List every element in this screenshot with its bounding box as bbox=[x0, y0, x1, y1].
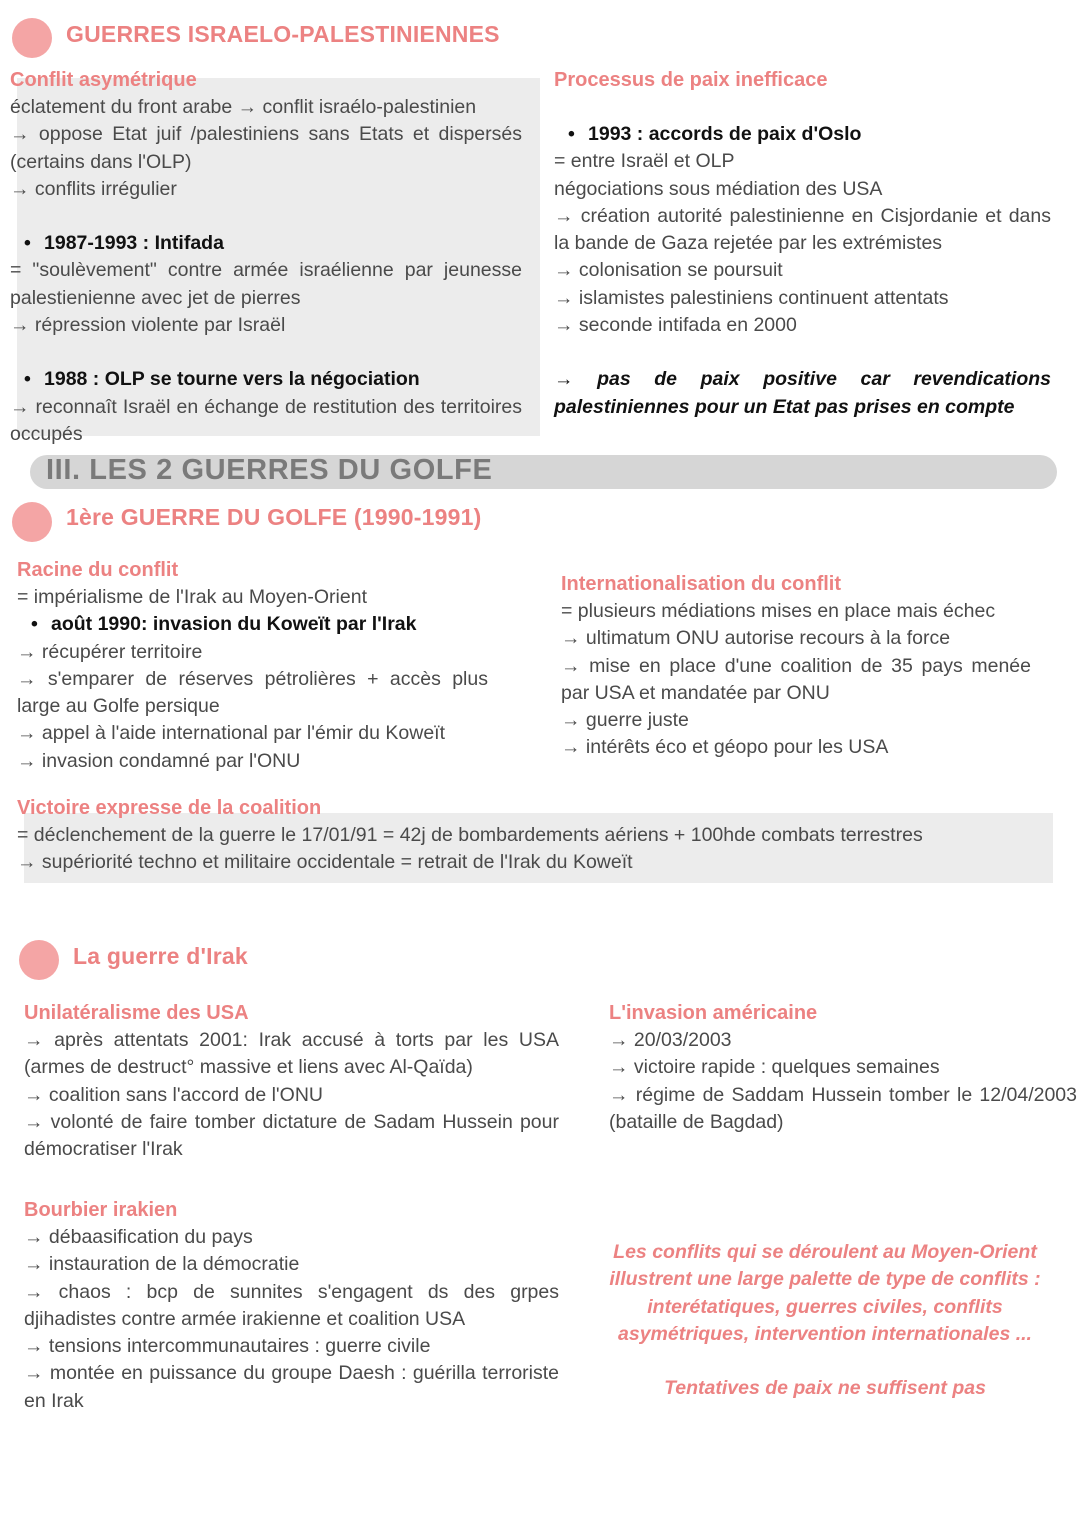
conclusion-tentatives: Tentatives de paix ne suffisent pas bbox=[664, 1377, 986, 1400]
block-internationalisation bbox=[561, 571, 1031, 762]
text-line: → création autorité palestinienne en Cisjordanie et dans la bande de Gaza rejetée par les extrémistes bbox=[554, 204, 1051, 255]
text-line: → instauration de la démocratie bbox=[24, 1253, 300, 1276]
heading-bourbier: Bourbier irakien bbox=[24, 1199, 178, 1221]
bullet-olp-negociation: • 1988 : OLP se tourne vers la négociation bbox=[10, 366, 522, 393]
text-line: → répression violente par Israël bbox=[10, 314, 286, 337]
block-unilateralisme bbox=[24, 1000, 559, 1163]
text-line: → chaos : bcp de sunnites s'engagent ds des grpes djihadistes contre armée irakienne et coalition USA bbox=[24, 1280, 559, 1330]
text-line: → invasion condamné par l'ONU bbox=[17, 749, 301, 772]
block-invasion-americaine bbox=[609, 1000, 1077, 1136]
block-victoire bbox=[17, 795, 1053, 877]
text-line: → s'emparer de réserves pétrolières + accès plus large au Golfe persique bbox=[17, 667, 488, 718]
section-title-guerres-golfe: III. LES 2 GUERRES DU GOLFE bbox=[46, 454, 493, 486]
text-line: → après attentats 2001: Irak accusé à torts par les USA (armes de destruct° massive et liens avec Al-Qaïda) bbox=[24, 1029, 559, 1079]
section-title-golfe1: 1ère GUERRE DU GOLFE (1990-1991) bbox=[66, 504, 482, 530]
bullet-intifada: • 1987-1993 : Intifada bbox=[10, 230, 522, 257]
text-line: → oppose Etat juif /palestiniens sans Etats et dispersés (certains dans l'OLP) bbox=[10, 123, 522, 173]
text-line: = plusieurs médiations mises en place mais échec bbox=[561, 600, 996, 622]
text-line: → débaasification du pays bbox=[24, 1226, 253, 1248]
text-line: → islamistes palestiniens continuent attentats bbox=[554, 286, 949, 309]
heading-conflit-asymetrique: Conflit asymétrique bbox=[10, 69, 197, 91]
text-line: → ultimatum ONU autorise recours à la force bbox=[561, 627, 951, 650]
conclusion-paix: → pas de paix positive car revendications palestiniennes pour un Etat pas prises en compte bbox=[554, 368, 1051, 418]
text-line: → volonté de faire tomber dictature de Sadam Hussein pour démocratiser l'Irak bbox=[24, 1110, 559, 1161]
text-line: → récupérer territoire bbox=[17, 640, 203, 663]
text-line: négociations sous médiation des USA bbox=[554, 177, 883, 200]
heading-invasion-americaine: L'invasion américaine bbox=[609, 1002, 818, 1024]
section-title-israelo-palestiniennes: GUERRES ISRAELO-PALESTINIENNES bbox=[66, 21, 500, 47]
heading-unilateralisme: Unilatéralisme des USA bbox=[24, 1002, 249, 1024]
title-dot-icon bbox=[12, 502, 52, 542]
text-line: → appel à l'aide international par l'émir du Koweït bbox=[17, 722, 446, 745]
block-bourbier bbox=[24, 1197, 559, 1415]
text-line: → victoire rapide : quelques semaines bbox=[609, 1056, 940, 1079]
block-racine-conflit bbox=[17, 557, 488, 775]
title-dot-icon bbox=[19, 940, 59, 980]
text-line: → mise en place d'une coalition de 35 pays menée par USA et mandatée par ONU bbox=[561, 654, 1031, 704]
text-line: → guerre juste bbox=[561, 709, 689, 732]
text-line: → conflits irrégulier bbox=[10, 177, 177, 200]
conclusion-text: Les conflits qui se déroulent au Moyen-Orient illustrent une large palette de type de conflits : interétatiques, guerres civiles, conflits asymétriques, intervention internationales ... bbox=[609, 1241, 1041, 1345]
text-line: éclatement du front arabe → conflit israélo-palestinien bbox=[10, 96, 477, 118]
text-line: → colonisation se poursuit bbox=[554, 259, 783, 282]
bullet-invasion-koweit: • août 1990: invasion du Koweït par l'Irak bbox=[17, 611, 488, 638]
text-line: → seconde intifada en 2000 bbox=[554, 314, 797, 337]
block-conflit-asymetrique bbox=[10, 67, 522, 448]
block-processus-paix bbox=[554, 67, 1051, 421]
conclusion-moyen-orient bbox=[596, 1239, 1054, 1402]
text-line: → intérêts éco et géopo pour les USA bbox=[561, 736, 889, 759]
section-bar-guerres-golfe bbox=[30, 455, 1057, 489]
section-title-irak: La guerre d'Irak bbox=[73, 943, 248, 969]
text-line: = "soulèvement" contre armée israélienne par jeunesse palestienienne avec jet de pierres bbox=[10, 259, 522, 309]
text-line: → régime de Saddam Hussein tomber le 12/04/2003 (bataille de Bagdad) bbox=[609, 1083, 1077, 1133]
text-line: = déclenchement de la guerre le 17/01/91 = 42j de bombardements aériens + 100hde combats terrestres bbox=[17, 824, 923, 846]
heading-processus-paix: Processus de paix inefficace bbox=[554, 69, 828, 91]
text-line: → coalition sans l'accord de l'ONU bbox=[24, 1083, 323, 1106]
heading-racine-conflit: Racine du conflit bbox=[17, 559, 179, 581]
text-line: → reconnaît Israël en échange de restitution des territoires occupés bbox=[10, 395, 522, 445]
text-line: → supériorité techno et militaire occidentale = retrait de l'Irak du Koweït bbox=[17, 851, 633, 874]
text-line: = entre Israël et OLP bbox=[554, 150, 735, 173]
text-line: → montée en puissance du groupe Daesh : guérilla terroriste en Irak bbox=[24, 1362, 559, 1412]
heading-victoire: Victoire expresse de la coalition bbox=[17, 797, 322, 819]
text-line: = impérialisme de l'Irak au Moyen-Orient bbox=[17, 586, 367, 608]
bullet-oslo: • 1993 : accords de paix d'Oslo bbox=[554, 121, 1051, 148]
text-line: → tensions intercommunautaires : guerre civile bbox=[24, 1335, 431, 1358]
text-line: → 20/03/2003 bbox=[609, 1029, 732, 1051]
heading-internationalisation: Internationalisation du conflit bbox=[561, 573, 841, 595]
title-dot-icon bbox=[12, 18, 52, 58]
